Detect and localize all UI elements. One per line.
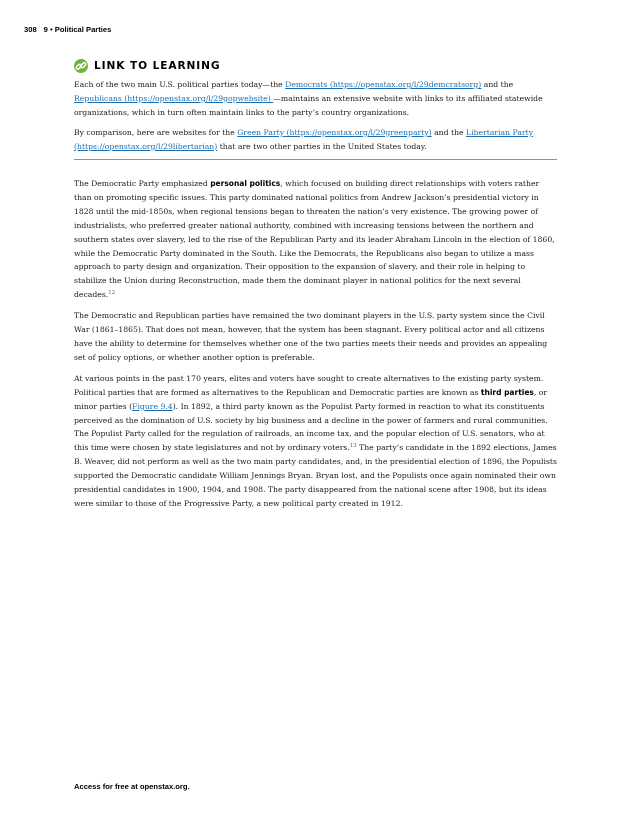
chapter-title: 9 • Political Parties [43,25,112,34]
text-run: —maintains an extensive website with links to its affiliated statewide organizations, which in turn often maintain links to the party’s country organizations. [74,93,543,117]
running-header [24,25,111,34]
text-run: The party’s candidate in the 1892 elections, James B. Weaver, did not perform as well as the two main party candidates, and, in the presidential election of 1896, the Populists supported the Democratic candidate William Jennings Bryan. Bryan lost, and the Populists once again nominated their own presidential candidates in 1900, 1904, and 1908. The party disappeared from the national scene after 1908, but its ideas were similar to those of the Progressive Party, a new political party created in 1912. [74,443,557,508]
feature-divider [74,159,557,160]
body-paragraph [74,372,557,511]
text-run: The Democratic Party emphasized [74,179,211,188]
endnote-ref[interactable]: 13 [349,443,357,450]
endnote-ref[interactable]: 12 [108,290,116,297]
page-number: 308 [24,25,37,34]
link-to-learning-box [74,57,557,160]
feature-paragraph [74,126,557,154]
democrats-link[interactable]: Democrats (https://openstax.org/l/29demcratsorg) [285,80,482,89]
link-icon [74,59,88,73]
body-paragraph [74,177,557,302]
key-term: personal politics [210,179,281,188]
body-paragraph: The Democratic and Republican parties have remained the two dominant players in the U.S. party system since the Civil War (1861–1865). That does not mean, however, that the system has been stagnant. Every political actor and all citizens have the ability to determine for themselves whether one of the two parties meets their needs and provides an appealing set of policy options, or whether another option is preferable. [74,311,548,362]
green-party-link[interactable]: Green Party (https://openstax.org/l/29greenparty) [237,127,432,137]
feature-header [74,57,557,75]
libertarian-party-link[interactable]: Libertarian Party (https://openstax.org/l/29libertarian) [74,127,534,151]
text-run: Each of the two main U.S. political parties today—the [74,80,286,89]
key-term: third parties [480,387,534,397]
feature-paragraph [74,78,557,120]
text-run: ). In 1892, a third party known as the Populist Party formed in reaction to what its constituents perceived as the domination of U.S. society by big business and a decline in the power of farmers and rural communities. The Populist Party called for the regulation of railroads, an income tax, and the popular election of U.S. senators, who at this time were chosen by state legislatures and not by ordinary voters. [74,401,548,453]
main-text [74,177,557,511]
republicans-link[interactable]: Republicans (https://openstax.org/l/29gopwebsite) [74,93,274,103]
page-footer: Access for free at openstax.org. [74,782,190,791]
feature-title: LINK TO LEARNING [94,60,221,72]
text-run: , which focused on building direct relationships with voters rather than on promoting specific issues. This party dominated national politics from Andrew Jackson’s presidential victory in 1828 until the mid-1850s, when regional tensions began to threaten the nation’s very existence. The growing power of industrialists, who preferred greater national authority, combined with increasing tensions between the northern and southern states over slavery, led to the rise of the Republican Party and its leader Abraham Lincoln in the election of 1860, while the Democratic Party dominated in the South. Like the Democrats, the Republicans also began to utilize a mass approach to party design and organization. Their opposition to the expansion of slavery, and their role in helping to stabilize the Union during Reconstruction, made them the dominant player in national politics for the next several decades. [74,179,555,300]
figure-link[interactable]: Figure 9.4 [132,401,173,411]
text-run: and the [431,127,467,137]
text-run: By comparison, here are websites for the [74,127,238,137]
text-run: that are two other parties in the United States today. [217,141,427,151]
text-run: At various points in the past 170 years, elites and voters have sought to create alternatives to the existing party system. Political parties that are formed as alternatives to the Republican and Democratic parties are known as [74,373,544,397]
text-run: and the [481,80,514,89]
text-run: , or minor parties ( [74,387,548,411]
